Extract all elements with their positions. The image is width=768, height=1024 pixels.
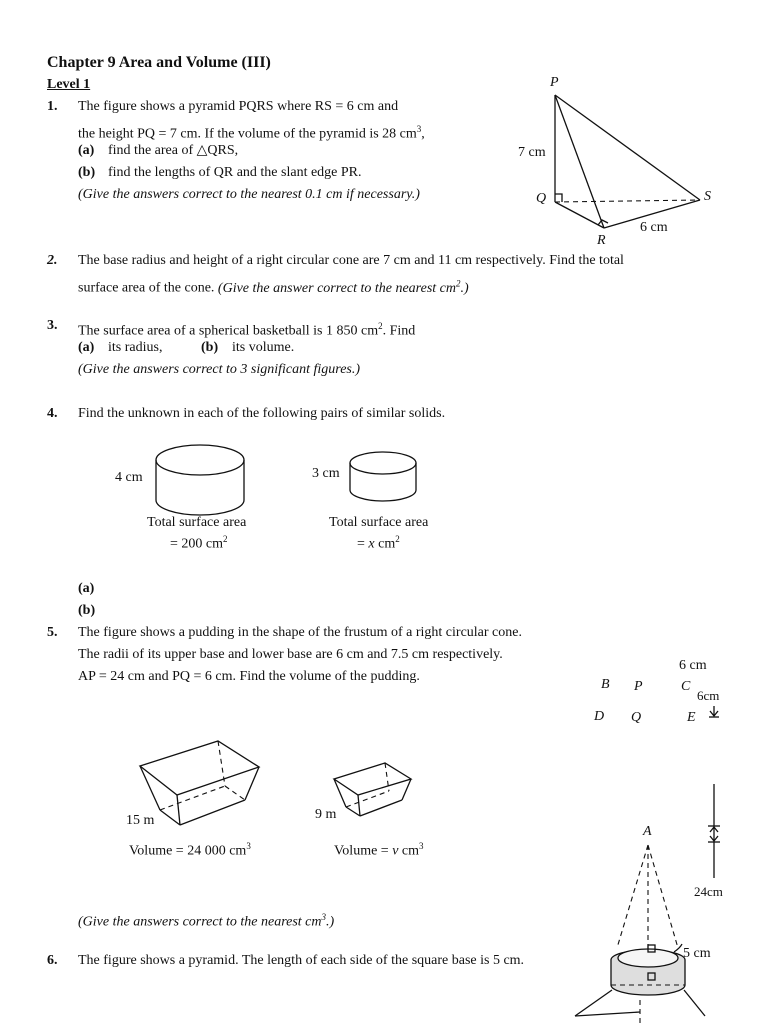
q2-note-end: .) — [460, 280, 469, 296]
cylinder-2-area-prefix: = — [357, 536, 369, 552]
vertex-p-label: P — [550, 75, 559, 90]
cylinder-2-area-var: x — [368, 536, 375, 552]
cylinder-2-dim: 3 cm — [312, 466, 340, 481]
cylinder-2-area-unit: cm — [374, 536, 396, 552]
q2-number: 2. — [47, 253, 58, 268]
level-heading: Level 1 — [47, 77, 91, 92]
q6-number: 6. — [47, 953, 58, 968]
prism-2-volume-unit: cm — [398, 843, 420, 859]
q4-text: Find the unknown in each of the following pairs of similar solids. — [78, 406, 446, 421]
chapter-title: Chapter 9 Area and Volume (III) — [47, 54, 271, 71]
prism-2-volume-var: v — [392, 843, 399, 859]
q4-note-text: (Give the answers correct to the nearest cm — [78, 914, 322, 930]
side-length-label: 6cm — [697, 688, 720, 703]
point-a-label: A — [643, 824, 652, 839]
q4-b-label: (b) — [78, 603, 96, 618]
point-d-label: D — [594, 709, 605, 724]
prism-1-dim: 15 m — [126, 813, 155, 828]
q3-line1-sup: 2 — [378, 321, 383, 331]
prism-2-dim: 9 m — [315, 807, 337, 822]
rs-length-label: 6 cm — [640, 220, 668, 235]
q3-line1-end: . Find — [382, 323, 416, 339]
radius-pointer — [674, 944, 682, 952]
cone-left-slant — [617, 845, 648, 948]
q4-number: 4. — [47, 406, 58, 421]
q4-note-sup: 3 — [321, 912, 327, 922]
q1-line1: The figure shows a pyramid PQRS where RS = 6 cm and — [78, 99, 399, 114]
q1-line2-sup: 3 — [416, 124, 422, 134]
vertex-s-label: S — [704, 189, 711, 204]
prism-1-volume-text: Volume = 24 000 cm — [129, 843, 247, 859]
q1-b-label: (b) — [78, 165, 96, 180]
prism-1-volume-sup: 3 — [246, 841, 251, 851]
cylinder-1-area-sup: 2 — [223, 534, 228, 544]
q3-line1-text: The surface area of a spherical basketball is 1 850 cm — [78, 323, 379, 339]
q1-number: 1. — [47, 99, 58, 114]
q5-line2: The radii of its upper base and lower base are 6 cm and 7.5 cm respectively. — [78, 647, 503, 662]
q3-number: 3. — [47, 318, 58, 333]
cylinder-2-area-sup: 2 — [395, 534, 400, 544]
vertex-r-label: R — [597, 233, 606, 248]
top-radius-label: 6 cm — [679, 658, 707, 673]
point-b-label: B — [601, 677, 610, 692]
q6-text: The figure shows a pyramid. The length of each side of the square base is 5 cm. — [78, 953, 525, 968]
q5-line3: AP = 24 cm and PQ = 6 cm. Find the volume of the pudding. — [78, 669, 420, 684]
point-q-label: Q — [631, 710, 642, 725]
cylinder-1-dim: 4 cm — [115, 470, 143, 485]
q2-note-sup: 2 — [455, 278, 461, 288]
q1-a-text: find the area of △QRS, — [108, 143, 239, 158]
q1-line2-end: , — [421, 126, 425, 142]
q3-b-text: its volume. — [232, 340, 295, 355]
q3-b-label: (b) — [201, 340, 219, 355]
point-e-label: E — [687, 710, 696, 725]
q2-note-text: (Give the answer correct to the nearest cm — [217, 280, 456, 296]
q3-a-text: its radius, — [108, 340, 163, 355]
height-label: 7 cm — [518, 145, 546, 160]
cone-right-slant — [648, 845, 678, 948]
cylinder-1-area-text: = 200 cm — [170, 536, 223, 552]
pyramid-left-edge — [575, 990, 612, 1016]
cylinder-1-caption: Total surface area — [147, 515, 247, 530]
height-dimension-label: 24cm — [694, 884, 723, 899]
q2-line2-text: surface area of the cone. — [78, 280, 215, 296]
point-p-label: P — [634, 679, 643, 694]
q3-a-label: (a) — [78, 340, 95, 355]
q2-line1: The base radius and height of a right circular cone are 7 cm and 11 cm respectively. Find the total — [78, 253, 624, 268]
q5-line1: The figure shows a pudding in the shape of the frustum of a right circular cone. — [78, 625, 522, 640]
q3-note: (Give the answers correct to 3 significant figures.) — [78, 362, 361, 377]
q4-a-label: (a) — [78, 581, 95, 596]
vertex-q-label: Q — [536, 191, 547, 206]
base-radius-label: 5 cm — [683, 946, 711, 961]
q1-a-label: (a) — [78, 143, 95, 158]
point-c-label: C — [681, 679, 691, 694]
prism-2-volume-prefix: Volume = — [334, 843, 393, 859]
cylinder-2-caption: Total surface area — [329, 515, 429, 530]
pyramid-right-edge — [684, 990, 705, 1016]
q5-number: 5. — [47, 625, 58, 640]
q1-line2-text: the height PQ = 7 cm. If the volume of the pyramid is 28 cm — [78, 126, 417, 142]
q1-note: (Give the answers correct to the nearest 0.1 cm if necessary.) — [78, 187, 420, 202]
q4-note-end: .) — [326, 914, 335, 930]
pyramid-base-front — [575, 1012, 640, 1016]
q1-b-text: find the lengths of QR and the slant edge PR. — [108, 165, 362, 180]
prism-2-volume-sup: 3 — [419, 841, 424, 851]
